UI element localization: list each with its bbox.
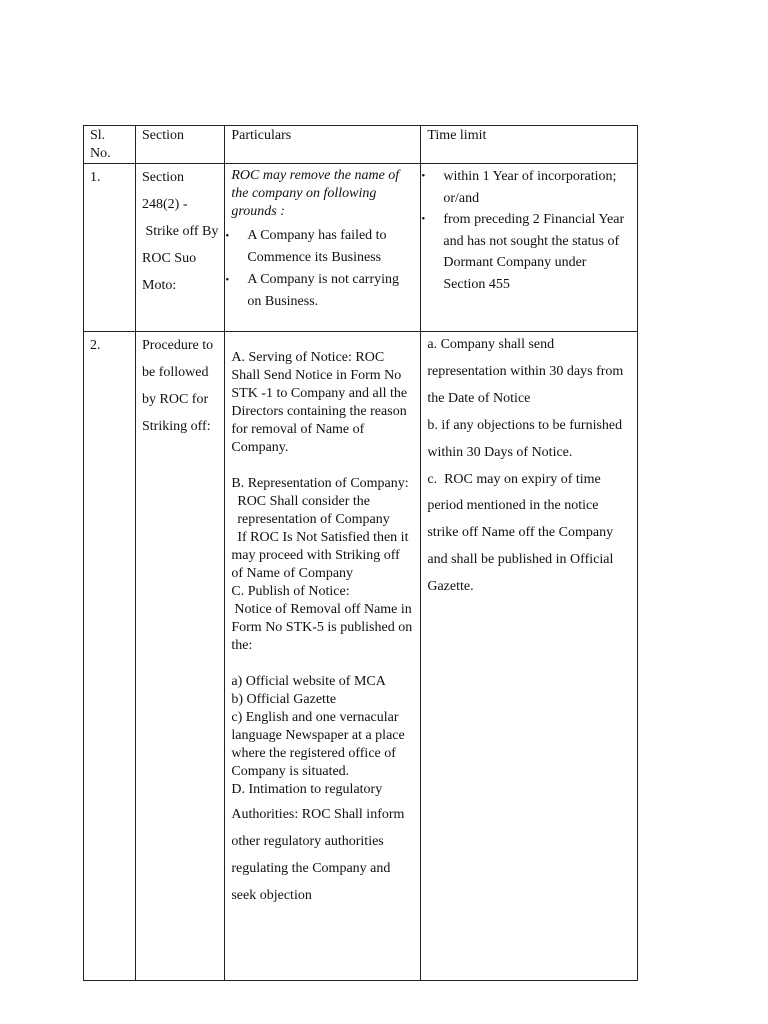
row1-time-limit — [421, 164, 638, 332]
particulars-intro: ROC may remove the name of the company on following grounds : — [231, 168, 400, 219]
particulars-c-line: Notice of Removal off Name in Form No STK-5 is published on the: — [231, 602, 413, 653]
particulars-d-line: Authorities: ROC Shall inform — [231, 807, 405, 822]
section-line: 248(2) - — [142, 197, 188, 212]
particulars-d-body — [231, 801, 414, 909]
section-line: ROC Suo — [142, 251, 197, 266]
particulars-d-line: other regulatory authorities — [231, 834, 384, 849]
section-line: be followed — [142, 365, 209, 380]
section-line: Strike off By — [142, 224, 219, 239]
publish-item: a) Official website of MCA — [231, 674, 386, 689]
particulars-b-line: If ROC Is Not Satisfied then it may proceed with Striking off of Name of Company — [231, 530, 409, 581]
sl-no-text: 1. — [90, 170, 101, 185]
grounds-list — [231, 225, 414, 313]
row2-sl-no — [84, 332, 136, 981]
particulars-d-line: seek objection — [231, 888, 312, 903]
time-limit-line: c. ROC may on expiry of time — [427, 471, 601, 487]
table-header-row — [84, 126, 638, 164]
list-item: • A Company is not carrying on Business. — [231, 269, 414, 313]
row1-particulars — [225, 164, 421, 332]
particulars-c-title: C. Publish of Notice: — [231, 584, 350, 599]
section-line: Section — [142, 170, 184, 185]
header-particulars: Particulars — [225, 126, 421, 164]
header-section: Section — [136, 126, 225, 164]
time-limit-line: b. if any objections to be furnished — [427, 417, 623, 433]
time-limit-line: period mentioned in the notice — [427, 498, 599, 514]
particulars-d-title: D. Intimation to regulatory — [231, 782, 383, 797]
list-item: • from preceding 2 Financial Year and has not sought the status of Dormant Company under Section 455 — [427, 209, 631, 295]
section-line: Moto: — [142, 278, 177, 293]
list-item: • A Company has failed to Commence its Business — [231, 225, 414, 269]
particulars-a: A. Serving of Notice: ROC Shall Send Notice in Form No STK -1 to Company and all the Directors containing the reason for removal of Name of Company. — [231, 350, 408, 455]
particulars-b-line: ROC Shall consider the representation of Company — [237, 494, 390, 527]
time-limit-line: and shall be published in Official — [427, 552, 614, 568]
particulars-d-line: regulating the Company and — [231, 861, 391, 876]
strike-off-table — [83, 125, 638, 981]
time-limit-line: strike off Name off the Company — [427, 525, 614, 541]
header-sl-no: Sl. No. — [84, 126, 136, 164]
particulars-b-title: B. Representation of Company: — [231, 476, 409, 491]
time-limit-line: within 30 Days of Notice. — [427, 444, 573, 460]
list-item: • within 1 Year of incorporation; or/and — [427, 166, 631, 209]
time-limit-line: the Date of Notice — [427, 390, 531, 406]
time-limit-line: a. Company shall send — [427, 337, 555, 352]
sl-no-text: 2. — [90, 338, 101, 353]
row2-time-limit — [421, 332, 638, 981]
section-line: Procedure to — [142, 338, 214, 353]
row2-section — [136, 332, 225, 981]
publish-item: c) English and one vernacular language Newspaper at a place where the registered office of Company is situated. — [231, 710, 405, 779]
time-limit-line: Gazette. — [427, 579, 474, 595]
table-row — [84, 332, 638, 981]
row2-particulars — [225, 332, 421, 981]
time-limit-list — [427, 166, 631, 295]
row1-section — [136, 164, 225, 332]
section-line: by ROC for — [142, 392, 209, 407]
table-row — [84, 164, 638, 332]
row1-sl-no — [84, 164, 136, 332]
publish-item: b) Official Gazette — [231, 692, 337, 707]
header-time-limit: Time limit — [421, 126, 638, 164]
time-limit-line: representation within 30 days from — [427, 363, 624, 379]
section-line: Striking off: — [142, 419, 211, 434]
